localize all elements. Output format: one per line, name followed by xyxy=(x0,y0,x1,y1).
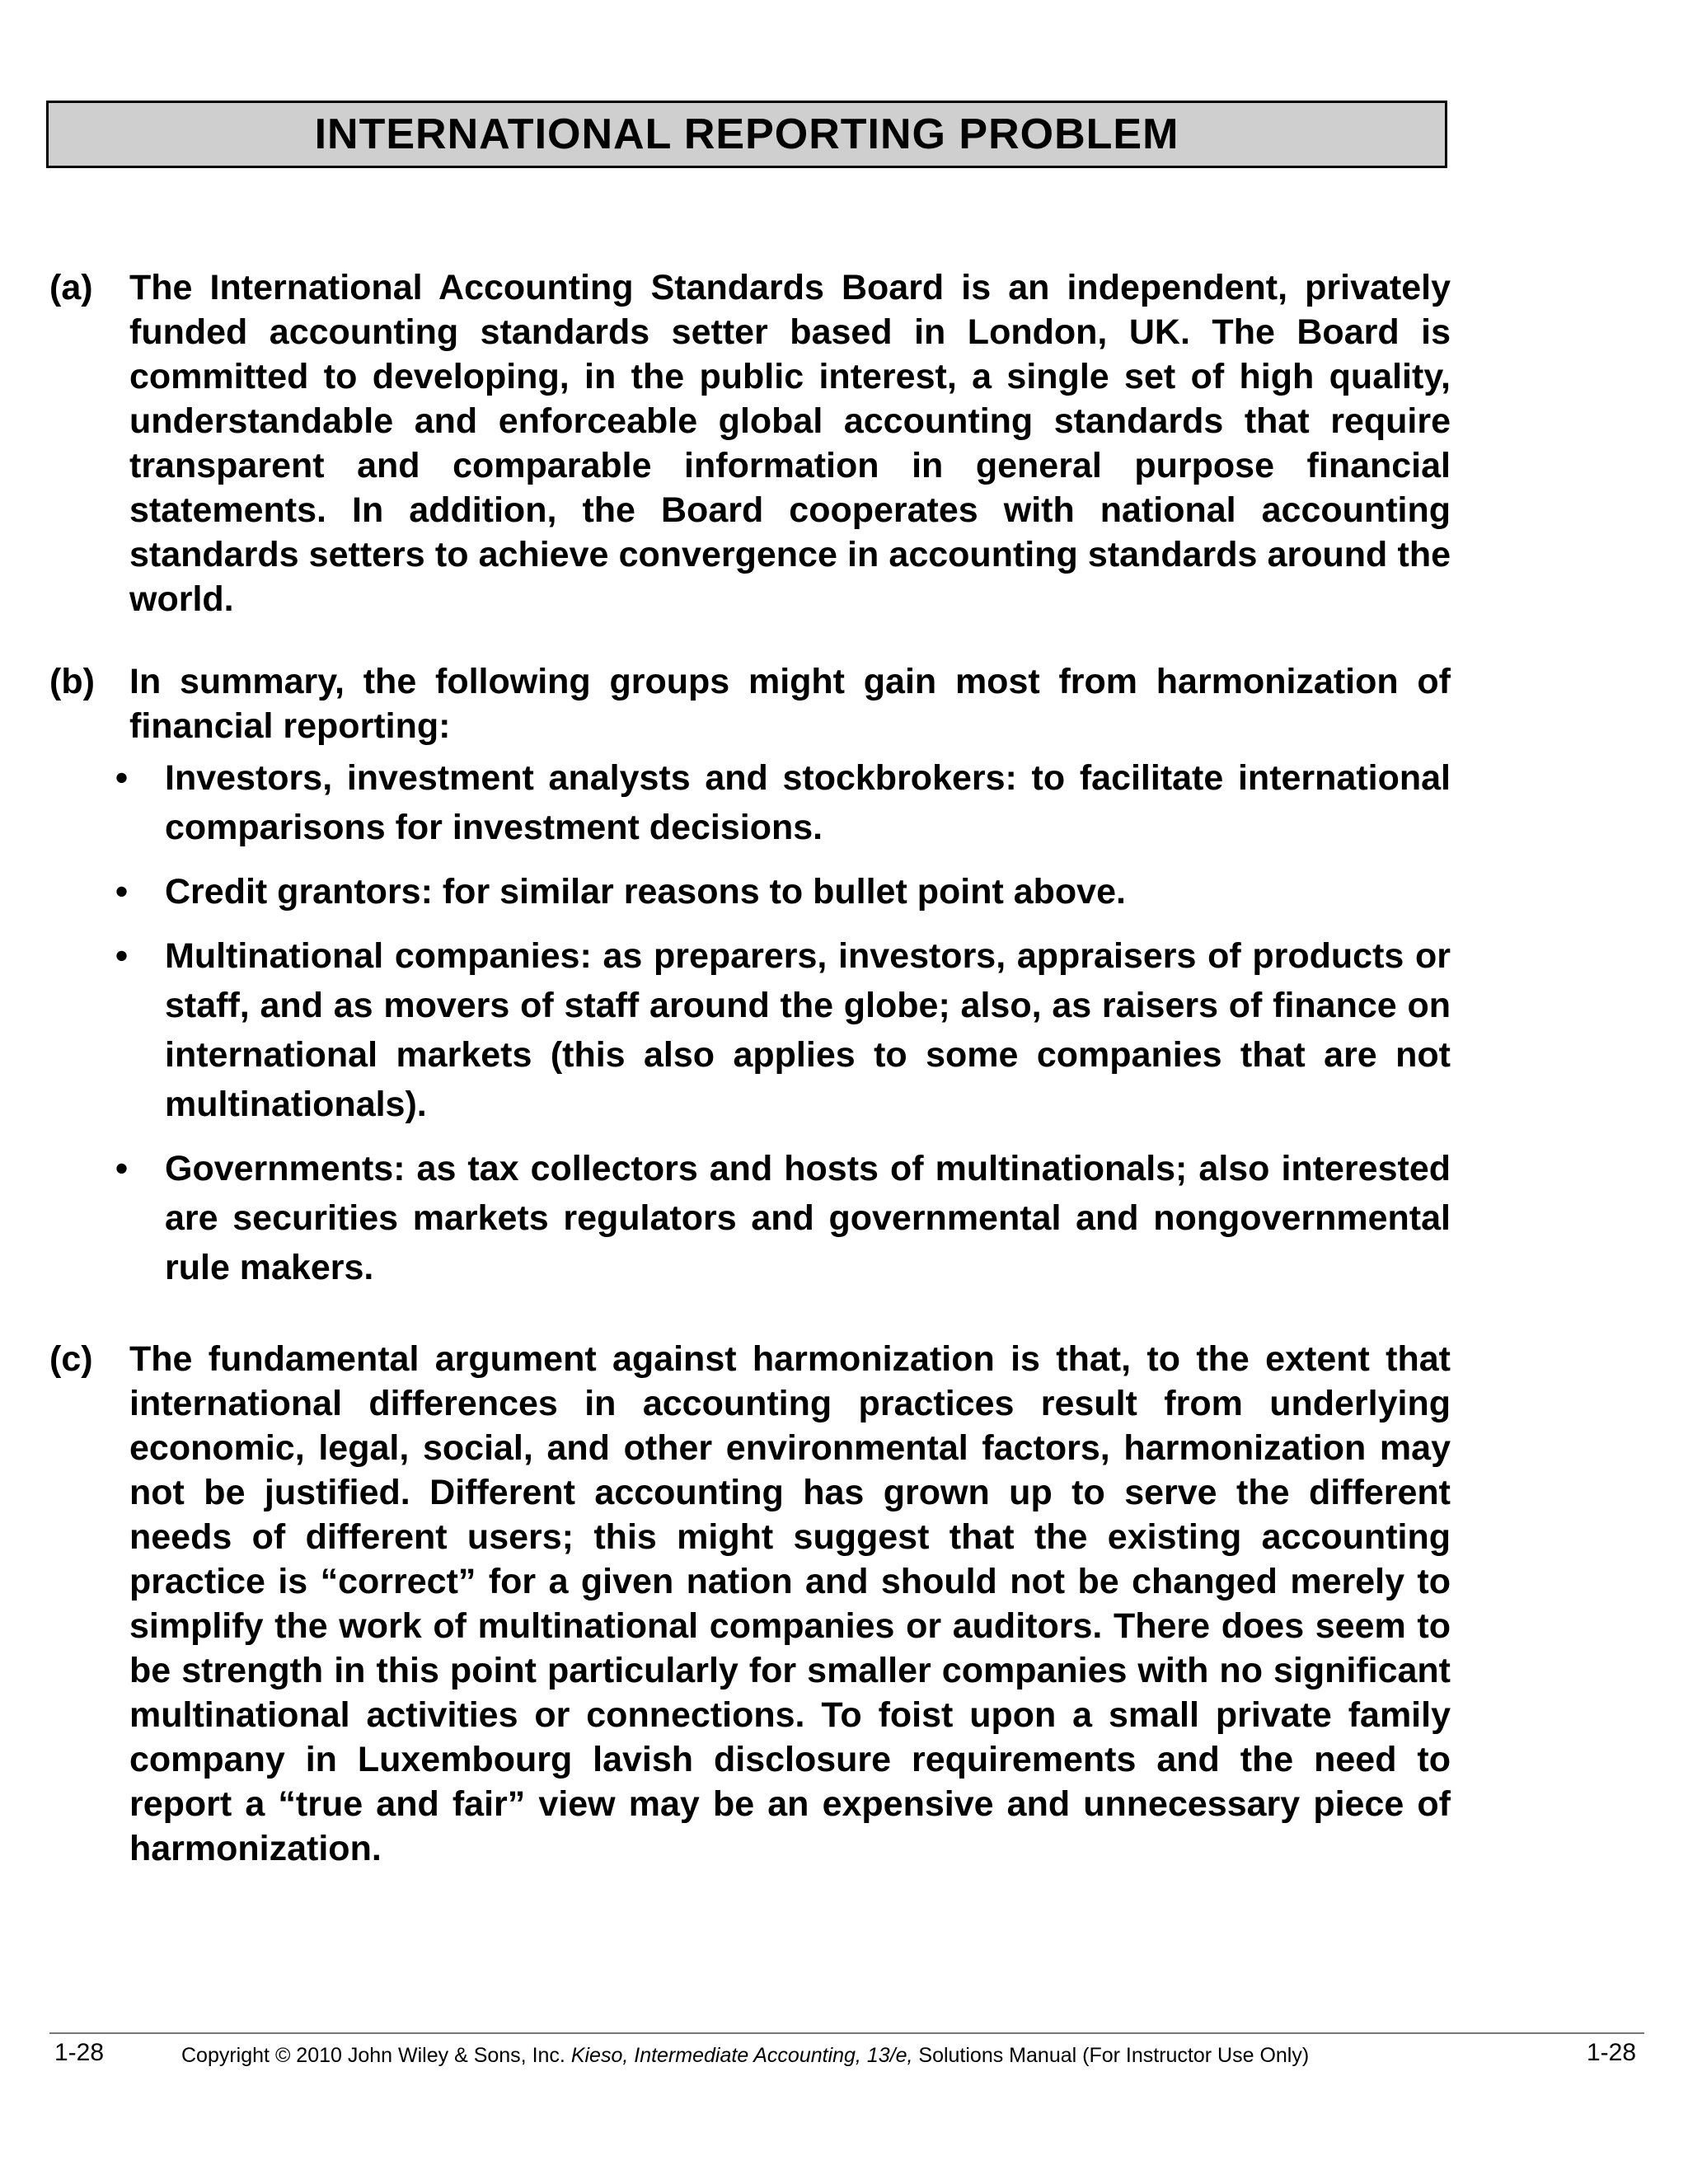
section-a xyxy=(49,265,1451,621)
bullet-text: Credit grantors: for similar reasons to bullet point above. xyxy=(165,872,1126,912)
footer-divider xyxy=(49,2032,1644,2034)
bullet-icon: • xyxy=(115,936,129,976)
title-box xyxy=(46,101,1447,168)
section-a-label: (a) xyxy=(49,268,93,307)
copyright-book: Kieso, Intermediate Accounting, 13/e, xyxy=(570,2044,913,2067)
section-b xyxy=(49,659,1451,1307)
copyright-suffix: Solutions Manual (For Instructor Use Only) xyxy=(918,2044,1310,2067)
section-c-label: (c) xyxy=(49,1339,93,1379)
bullet-text: Investors, investment analysts and stockbrokers: to facilitate international comparisons for investment decisions. xyxy=(165,758,1451,847)
bullet-icon: • xyxy=(115,872,129,912)
list-item xyxy=(115,1144,1451,1292)
page-title: INTERNATIONAL REPORTING PROBLEM xyxy=(314,110,1179,158)
section-c-text: The fundamental argument against harmonization is that, to the extent that international differences in accounting practices result from underlying economic, legal, social, and other environmental factors, harmonization may not be justified. Different accounting has grown up to serve the different needs of different users; this might suggest that the existing accounting practice is “correct” for a given nation and should not be changed merely to simplify the work of multinational companies or auditors. There does seem to be strength in this point particularly for smaller companies with no significant multinational activities or connections. To foist upon a small private family company in Luxembourg lavish disclosure requirements and the need to report a “true and fair” view may be an expensive and unnecessary piece of harmonization. xyxy=(129,1339,1451,1868)
bullet-icon: • xyxy=(115,758,129,798)
section-c xyxy=(49,1337,1451,1871)
section-b-bullet-list xyxy=(49,753,1451,1292)
section-b-intro: In summary, the following groups might gain most from harmonization of financial reporting: xyxy=(129,662,1451,746)
bullet-text: Multinational companies: as preparers, investors, appraisers of products or staff, and as movers of staff around the globe; also, as raisers of finance on international markets (this also applies to some companies that are not multinationals). xyxy=(165,936,1451,1124)
bullet-icon: • xyxy=(115,1149,129,1188)
list-item xyxy=(115,931,1451,1129)
section-a-text: The International Accounting Standards Board is an independent, privately funded accounting standards setter based in London, UK. The Board is committed to developing, in the public interest, a single set of high quality, understandable and enforceable global accounting standards that require transparent and comparable information in general purpose financial statements. In addition, the Board cooperates with national accounting standards setters to achieve convergence in accounting standards around the world. xyxy=(129,268,1451,619)
section-b-label: (b) xyxy=(49,662,95,701)
copyright-notice xyxy=(181,2044,1309,2068)
list-item xyxy=(115,867,1451,916)
bullet-text: Governments: as tax collectors and hosts of multinationals; also interested are securities markets regulators and governmental and nongovernmental rule makers. xyxy=(165,1149,1451,1287)
copyright-prefix: Copyright © 2010 John Wiley & Sons, Inc. xyxy=(181,2044,565,2067)
page-number-left: 1-28 xyxy=(54,2039,105,2066)
page-number-right: 1-28 xyxy=(1587,2039,1637,2066)
list-item xyxy=(115,753,1451,852)
